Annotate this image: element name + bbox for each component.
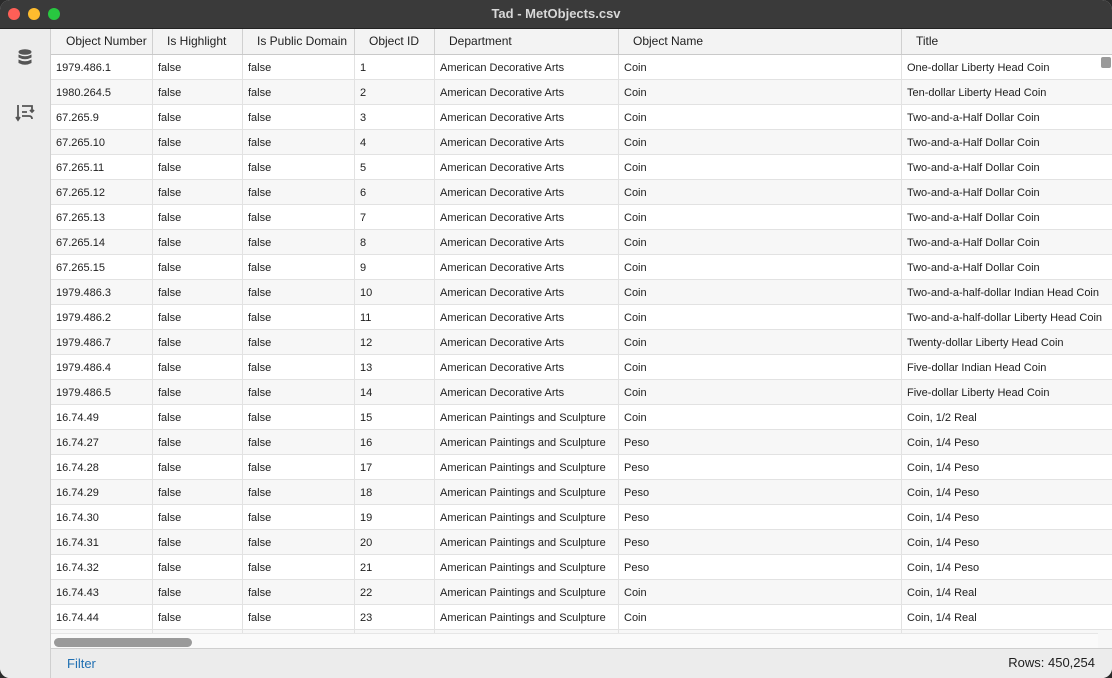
cell-department[interactable]: American Decorative Arts [435,180,619,204]
cell-object-number[interactable]: 16.74.44 [51,605,153,629]
cell-title[interactable]: Coin, 1/4 Peso [907,487,980,499]
cell-object-id[interactable]: 16 [355,430,435,454]
cell-object-name[interactable]: Coin [619,255,902,279]
cell-is-public-domain[interactable]: false [243,305,355,329]
cell-title[interactable]: Coin, 1/4 Peso [907,562,980,574]
cell-department[interactable]: American Decorative Arts [435,205,619,229]
cell-object-number[interactable]: 16.74.31 [51,530,153,554]
cell-is-public-domain[interactable]: false [243,455,355,479]
column-header-object-id[interactable]: Object ID [355,29,435,54]
table-row[interactable] [51,305,1112,330]
cell-is-highlight[interactable]: false [153,555,243,579]
window-title: Tad - MetObjects.csv [491,6,621,21]
filter-button[interactable]: Filter [67,656,96,671]
cell-title[interactable]: Coin, 1/4 Peso [907,512,980,524]
cell-department[interactable]: American Paintings and Sculpture [435,455,619,479]
cell-is-public-domain[interactable]: false [243,255,355,279]
cell-department[interactable]: American Paintings and Sculpture [435,430,619,454]
cell-department[interactable]: American Paintings and Sculpture [435,480,619,504]
cell-object-id[interactable]: 23 [355,605,435,629]
cell-is-public-domain[interactable]: false [243,105,355,129]
cell-object-name[interactable]: Coin [619,155,902,179]
cell-title[interactable]: Two-and-a-Half Dollar Coin [907,137,1040,149]
cell-object-id[interactable]: 9 [355,255,435,279]
cell-object-id[interactable]: 8 [355,230,435,254]
cell-is-public-domain[interactable]: false [243,180,355,204]
cell-object-name[interactable]: Peso [619,505,902,529]
cell-is-public-domain[interactable]: false [243,380,355,404]
cell-title[interactable]: Two-and-a-Half Dollar Coin [907,237,1040,249]
cell-is-highlight[interactable]: false [153,155,243,179]
cell-is-highlight[interactable]: false [153,405,243,429]
cell-object-number[interactable]: 1980.264.5 [51,80,153,104]
cell-object-id[interactable]: 13 [355,355,435,379]
cell-title[interactable]: Two-and-a-half-dollar Indian Head Coin [907,287,1099,299]
cell-is-public-domain[interactable]: false [243,80,355,104]
cell-object-id[interactable]: 3 [355,105,435,129]
row-count: Rows: 450,254 [1008,655,1095,670]
cell-department[interactable]: American Decorative Arts [435,355,619,379]
table-row[interactable] [51,280,1112,305]
cell-object-name[interactable]: Coin [619,205,902,229]
table-row[interactable] [51,130,1112,155]
cell-object-number[interactable]: 1979.486.2 [51,305,153,329]
cell-title[interactable]: Five-dollar Indian Head Coin [907,362,1047,374]
cell-object-id[interactable]: 6 [355,180,435,204]
cell-is-highlight[interactable]: false [153,80,243,104]
column-header-is-public-domain[interactable]: Is Public Domain [243,29,355,54]
cell-object-id[interactable]: 7 [355,205,435,229]
table-row[interactable] [51,580,1112,605]
cell-object-name[interactable]: Coin [619,230,902,254]
cell-title[interactable]: Coin, 1/4 Real [907,612,977,624]
cell-object-name[interactable]: Coin [619,355,902,379]
cell-is-highlight[interactable]: false [153,355,243,379]
cell-object-name[interactable]: Coin [619,305,902,329]
cell-object-number[interactable]: 67.265.13 [51,205,153,229]
cell-is-public-domain[interactable]: false [243,230,355,254]
cell-object-number[interactable]: 67.265.11 [51,155,153,179]
cell-title[interactable]: Coin, 1/4 Peso [907,437,980,449]
footer-bar [51,648,1112,678]
cell-department[interactable]: American Paintings and Sculpture [435,605,619,629]
cell-object-number[interactable]: 1979.486.4 [51,355,153,379]
cell-object-id[interactable]: 15 [355,405,435,429]
cell-is-highlight[interactable]: false [153,280,243,304]
cell-is-highlight[interactable]: false [153,305,243,329]
cell-is-highlight[interactable]: false [153,55,243,79]
title-bar [0,0,1112,29]
cell-department[interactable]: American Decorative Arts [435,255,619,279]
cell-title[interactable]: Two-and-a-Half Dollar Coin [907,187,1040,199]
cell-object-id[interactable]: 2 [355,80,435,104]
cell-is-public-domain[interactable]: false [243,480,355,504]
cell-object-number[interactable]: 16.74.27 [51,430,153,454]
table-row[interactable] [51,405,1112,430]
cell-department[interactable]: American Decorative Arts [435,155,619,179]
cell-object-id[interactable]: 20 [355,530,435,554]
cell-is-highlight[interactable]: false [153,430,243,454]
table-row[interactable] [51,530,1112,555]
cell-department[interactable]: American Paintings and Sculpture [435,505,619,529]
cell-object-name[interactable]: Coin [619,405,902,429]
cell-object-number[interactable]: 1979.486.5 [51,380,153,404]
cell-object-number[interactable]: 16.74.32 [51,555,153,579]
cell-object-id[interactable]: 17 [355,455,435,479]
cell-object-number[interactable]: 67.265.10 [51,130,153,154]
cell-object-number[interactable]: 67.265.12 [51,180,153,204]
cell-title[interactable]: Two-and-a-Half Dollar Coin [907,162,1040,174]
cell-is-highlight[interactable]: false [153,505,243,529]
cell-department[interactable]: American Paintings and Sculpture [435,405,619,429]
cell-object-name[interactable]: Coin [619,280,902,304]
cell-is-highlight[interactable]: false [153,480,243,504]
column-header-object-number[interactable]: Object Number [51,29,153,54]
cell-is-highlight[interactable]: false [153,130,243,154]
table-row[interactable] [51,180,1112,205]
cell-is-public-domain[interactable]: false [243,505,355,529]
table-row[interactable] [51,330,1112,355]
cell-title[interactable]: Ten-dollar Liberty Head Coin [907,87,1047,99]
cell-object-name[interactable]: Coin [619,80,902,104]
cell-object-name[interactable]: Peso [619,555,902,579]
cell-object-number[interactable]: 16.74.49 [51,405,153,429]
cell-object-name[interactable]: Coin [619,580,902,604]
table-row[interactable] [51,605,1112,630]
cell-object-id[interactable]: 12 [355,330,435,354]
cell-object-id[interactable]: 10 [355,280,435,304]
cell-is-highlight[interactable]: false [153,580,243,604]
cell-department[interactable]: American Paintings and Sculpture [435,530,619,554]
column-header-is-highlight[interactable]: Is Highlight [153,29,243,54]
table-row[interactable] [51,555,1112,580]
cell-is-public-domain[interactable]: false [243,355,355,379]
cell-object-id[interactable]: 1 [355,55,435,79]
table-row[interactable] [51,55,1112,80]
table-row[interactable] [51,505,1112,530]
cell-is-public-domain[interactable]: false [243,580,355,604]
cell-is-highlight[interactable]: false [153,605,243,629]
cell-object-id[interactable]: 22 [355,580,435,604]
cell-is-highlight[interactable]: false [153,205,243,229]
table-row[interactable] [51,380,1112,405]
cell-object-number[interactable]: 1979.486.1 [51,55,153,79]
cell-is-public-domain[interactable]: false [243,430,355,454]
cell-object-id[interactable]: 18 [355,480,435,504]
cell-title[interactable]: Two-and-a-Half Dollar Coin [907,262,1040,274]
cell-is-highlight[interactable]: false [153,180,243,204]
cell-department[interactable]: American Decorative Arts [435,280,619,304]
cell-object-id[interactable]: 5 [355,155,435,179]
cell-is-highlight[interactable]: false [153,230,243,254]
column-header-title[interactable]: Title [916,34,939,48]
cell-object-id[interactable]: 4 [355,130,435,154]
table-row[interactable] [51,255,1112,280]
table-row[interactable] [51,105,1112,130]
table-row[interactable] [51,205,1112,230]
sidebar [0,29,51,678]
cell-object-id[interactable]: 14 [355,380,435,404]
pivot-icon [15,103,35,123]
cell-department[interactable]: American Decorative Arts [435,330,619,354]
cell-is-public-domain[interactable]: false [243,130,355,154]
cell-department[interactable]: American Decorative Arts [435,380,619,404]
cell-object-name[interactable]: Coin [619,605,902,629]
cell-is-public-domain[interactable]: false [243,605,355,629]
cell-title[interactable]: Coin, 1/4 Peso [907,462,980,474]
data-grid [51,29,1112,648]
cell-title[interactable]: Coin, 1/4 Real [907,587,977,599]
cell-object-name[interactable]: Coin [619,55,902,79]
cell-is-public-domain[interactable]: false [243,280,355,304]
cell-title[interactable]: Twenty-dollar Liberty Head Coin [907,337,1064,349]
sidebar-pivot-button[interactable] [13,101,37,125]
cell-is-highlight[interactable]: false [153,255,243,279]
cell-title[interactable]: Coin, 1/4 Peso [907,537,980,549]
cell-is-highlight[interactable]: false [153,380,243,404]
cell-department[interactable]: American Decorative Arts [435,230,619,254]
cell-object-name[interactable]: Peso [619,430,902,454]
table-row[interactable] [51,480,1112,505]
cell-object-number[interactable]: 67.265.15 [51,255,153,279]
cell-object-name[interactable]: Coin [619,330,902,354]
cell-is-public-domain[interactable]: false [243,530,355,554]
cell-is-public-domain[interactable]: false [243,330,355,354]
sidebar-database-button[interactable] [13,46,37,70]
cell-is-public-domain[interactable]: false [243,555,355,579]
cell-is-highlight[interactable]: false [153,105,243,129]
column-header-object-name[interactable]: Object Name [619,29,902,54]
cell-is-highlight[interactable]: false [153,530,243,554]
cell-object-number[interactable]: 16.74.29 [51,480,153,504]
cell-object-name[interactable]: Coin [619,105,902,129]
cell-title[interactable]: Five-dollar Liberty Head Coin [907,387,1050,399]
cell-object-name[interactable]: Peso [619,530,902,554]
cell-title[interactable]: Coin, 1/2 Real [907,412,977,424]
cell-title[interactable]: Two-and-a-half-dollar Liberty Head Coin [907,312,1103,324]
table-row[interactable] [51,230,1112,255]
cell-object-id[interactable]: 19 [355,505,435,529]
cell-department[interactable]: American Decorative Arts [435,130,619,154]
cell-department[interactable]: American Decorative Arts [435,305,619,329]
cell-object-name[interactable]: Peso [619,480,902,504]
column-header-department[interactable]: Department [435,29,619,54]
cell-department[interactable]: American Decorative Arts [435,55,619,79]
cell-department[interactable]: American Decorative Arts [435,105,619,129]
cell-object-name[interactable]: Coin [619,130,902,154]
cell-is-public-domain[interactable]: false [243,405,355,429]
cell-object-number[interactable]: 67.265.9 [51,105,153,129]
cell-is-highlight[interactable]: false [153,455,243,479]
cell-is-public-domain[interactable]: false [243,155,355,179]
cell-is-public-domain[interactable]: false [243,55,355,79]
cell-department[interactable]: American Decorative Arts [435,80,619,104]
cell-is-highlight[interactable]: false [153,330,243,354]
cell-object-number[interactable]: 1979.486.3 [51,280,153,304]
cell-object-name[interactable]: Peso [619,455,902,479]
cell-object-number[interactable]: 1979.486.7 [51,330,153,354]
column-header-row [51,29,1112,55]
cell-object-id[interactable]: 11 [355,305,435,329]
database-icon [17,48,33,68]
horizontal-scrollbar-thumb[interactable] [54,638,192,647]
table-row[interactable] [51,155,1112,180]
table-row[interactable] [51,80,1112,105]
cell-object-name[interactable]: Coin [619,380,902,404]
cell-object-number[interactable]: 16.74.28 [51,455,153,479]
cell-object-name[interactable]: Coin [619,180,902,204]
vertical-scrollbar-thumb[interactable] [1101,57,1111,68]
cell-title[interactable]: Two-and-a-Half Dollar Coin [907,212,1040,224]
table-row[interactable] [51,455,1112,480]
table-row[interactable] [51,355,1112,380]
cell-object-id[interactable]: 21 [355,555,435,579]
horizontal-scrollbar[interactable] [51,633,1098,648]
cell-object-number[interactable]: 67.265.14 [51,230,153,254]
cell-object-number[interactable]: 16.74.43 [51,580,153,604]
cell-department[interactable]: American Paintings and Sculpture [435,580,619,604]
cell-department[interactable]: American Paintings and Sculpture [435,555,619,579]
cell-object-number[interactable]: 16.74.30 [51,505,153,529]
cell-title[interactable]: One-dollar Liberty Head Coin [907,62,1050,74]
cell-is-public-domain[interactable]: false [243,205,355,229]
cell-title[interactable]: Two-and-a-Half Dollar Coin [907,112,1040,124]
table-row[interactable] [51,430,1112,455]
